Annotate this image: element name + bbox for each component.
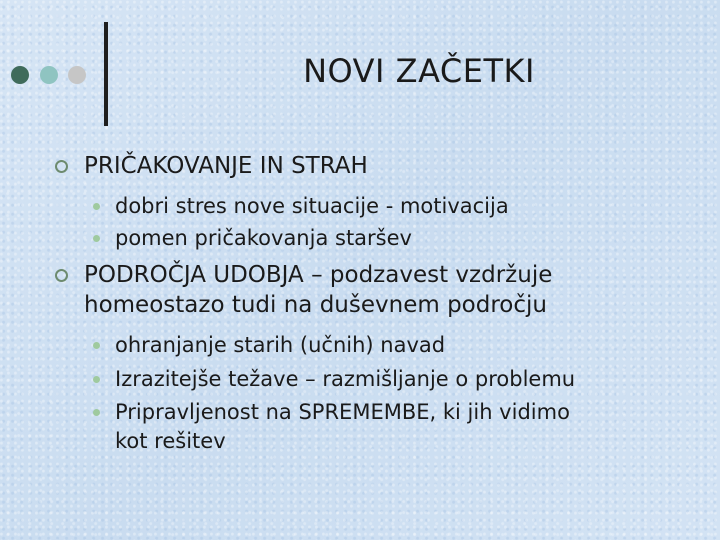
- sub-bullet-text: ohranjanje starih (učnih) navad: [115, 333, 446, 357]
- dot-bullet-icon: [93, 376, 100, 383]
- dot-bullet-icon: [93, 235, 100, 242]
- bullet-heading-continued: homeostazo tudi na duševnem področju: [84, 292, 547, 318]
- sub-bullet-text: dobri stres nove situacije - motivacija: [115, 194, 509, 218]
- sub-bullet-text: pomen pričakovanja staršev: [115, 226, 412, 250]
- bullet-heading: PODROČJA UDOBJA – podzavest vzdržuje: [84, 262, 553, 288]
- dot-bullet-icon: [93, 342, 100, 349]
- bullet-heading: PRIČAKOVANJE IN STRAH: [84, 153, 368, 179]
- ring-bullet-icon: [55, 160, 68, 173]
- dot-bullet-icon: [93, 203, 100, 210]
- sub-bullet-text: Pripravljenost na SPREMEMBE, ki jih vidimo: [115, 400, 570, 424]
- dot-bullet-icon: [93, 409, 100, 416]
- sub-bullet-text: Izrazitejše težave – razmišljanje o problemu: [115, 367, 576, 391]
- sub-bullet-text-continued: kot rešitev: [115, 429, 226, 453]
- slide-title: NOVI ZAČETKI: [303, 52, 535, 90]
- ring-bullet-icon: [55, 269, 68, 282]
